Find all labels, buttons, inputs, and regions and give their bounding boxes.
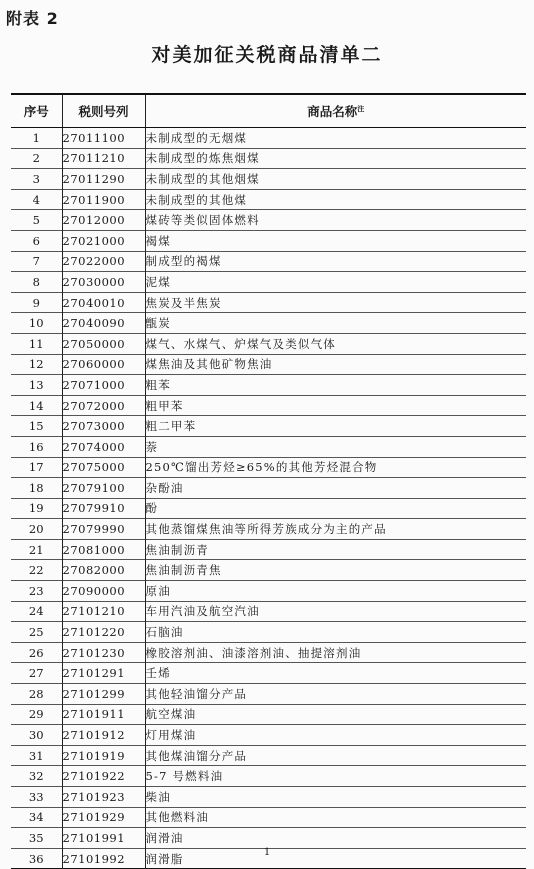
table-row xyxy=(11,478,526,499)
table-row xyxy=(11,313,526,334)
table-row xyxy=(11,601,526,622)
goods-name: 萘 xyxy=(145,436,526,457)
goods-name: 250℃馏出芳烃≥65%的其他芳烃混合物 xyxy=(145,457,526,478)
goods-name: 其他煤油馏分产品 xyxy=(145,745,526,766)
row-number: 4 xyxy=(11,189,62,210)
table-row xyxy=(11,416,526,437)
row-number: 22 xyxy=(11,560,62,581)
header-no: 序号 xyxy=(11,94,62,128)
table-row xyxy=(11,745,526,766)
goods-name: 原油 xyxy=(145,581,526,602)
table-row xyxy=(11,560,526,581)
goods-table xyxy=(11,93,526,869)
table-row xyxy=(11,333,526,354)
goods-name: 制成型的褐煤 xyxy=(145,251,526,272)
tariff-code: 27101299 xyxy=(62,684,145,705)
tariff-code: 27030000 xyxy=(62,272,145,293)
row-number: 7 xyxy=(11,251,62,272)
table-row xyxy=(11,498,526,519)
table-row xyxy=(11,581,526,602)
goods-name: 甑炭 xyxy=(145,313,526,334)
header-name xyxy=(145,94,526,128)
table-body xyxy=(11,128,526,869)
header-name-note: 注 xyxy=(357,104,365,113)
tariff-code: 27101992 xyxy=(62,848,145,869)
table-row xyxy=(11,169,526,190)
table-row xyxy=(11,375,526,396)
table-row xyxy=(11,189,526,210)
goods-name: 焦油制沥青焦 xyxy=(145,560,526,581)
row-number: 21 xyxy=(11,539,62,560)
table-row xyxy=(11,807,526,828)
tariff-code: 27075000 xyxy=(62,457,145,478)
tariff-code: 27101230 xyxy=(62,642,145,663)
tariff-code: 27081000 xyxy=(62,539,145,560)
row-number: 8 xyxy=(11,272,62,293)
goods-name: 未制成型的其他煤 xyxy=(145,189,526,210)
goods-name: 其他燃料油 xyxy=(145,807,526,828)
table-row xyxy=(11,230,526,251)
row-number: 25 xyxy=(11,622,62,643)
tariff-code: 27021000 xyxy=(62,230,145,251)
header-name-label: 商品名称 xyxy=(307,104,358,119)
table-row xyxy=(11,292,526,313)
goods-name: 焦油制沥青 xyxy=(145,539,526,560)
goods-name: 5-7 号燃料油 xyxy=(145,766,526,787)
row-number: 31 xyxy=(11,745,62,766)
row-number: 12 xyxy=(11,354,62,375)
table-row xyxy=(11,828,526,849)
goods-name: 褐煤 xyxy=(145,230,526,251)
row-number: 14 xyxy=(11,395,62,416)
table-row xyxy=(11,663,526,684)
tariff-code: 27101922 xyxy=(62,766,145,787)
goods-name: 未制成型的其他烟煤 xyxy=(145,169,526,190)
goods-name: 粗二甲苯 xyxy=(145,416,526,437)
row-number: 15 xyxy=(11,416,62,437)
table-row xyxy=(11,684,526,705)
tariff-code: 27040010 xyxy=(62,292,145,313)
tariff-code: 27011290 xyxy=(62,169,145,190)
table-row xyxy=(11,395,526,416)
tariff-code: 27012000 xyxy=(62,210,145,231)
goods-name: 石脑油 xyxy=(145,622,526,643)
goods-name: 酚 xyxy=(145,498,526,519)
row-number: 5 xyxy=(11,210,62,231)
tariff-code: 27073000 xyxy=(62,416,145,437)
tariff-code: 27101911 xyxy=(62,704,145,725)
tariff-code: 27101929 xyxy=(62,807,145,828)
table-row xyxy=(11,642,526,663)
table-row xyxy=(11,148,526,169)
tariff-code: 27072000 xyxy=(62,395,145,416)
row-number: 18 xyxy=(11,478,62,499)
goods-name: 其他轻油馏分产品 xyxy=(145,684,526,705)
row-number: 35 xyxy=(11,828,62,849)
goods-name: 煤气、水煤气、炉煤气及类似气体 xyxy=(145,333,526,354)
table-row xyxy=(11,210,526,231)
tariff-code: 27079990 xyxy=(62,519,145,540)
row-number: 24 xyxy=(11,601,62,622)
row-number: 34 xyxy=(11,807,62,828)
table-row xyxy=(11,251,526,272)
tariff-code: 27060000 xyxy=(62,354,145,375)
tariff-code: 27101291 xyxy=(62,663,145,684)
table-row xyxy=(11,519,526,540)
row-number: 26 xyxy=(11,642,62,663)
tariff-code: 27101912 xyxy=(62,725,145,746)
goods-name: 煤焦油及其他矿物焦油 xyxy=(145,354,526,375)
goods-name: 车用汽油及航空汽油 xyxy=(145,601,526,622)
tariff-code: 27101923 xyxy=(62,787,145,808)
row-number: 36 xyxy=(11,848,62,869)
goods-name: 灯用煤油 xyxy=(145,725,526,746)
table-row xyxy=(11,539,526,560)
row-number: 6 xyxy=(11,230,62,251)
goods-name: 未制成型的无烟煤 xyxy=(145,128,526,149)
goods-name: 润滑油 xyxy=(145,828,526,849)
row-number: 10 xyxy=(11,313,62,334)
row-number: 11 xyxy=(11,333,62,354)
row-number: 28 xyxy=(11,684,62,705)
row-number: 20 xyxy=(11,519,62,540)
goods-name: 壬烯 xyxy=(145,663,526,684)
document-title: 对美加征关税商品清单二 xyxy=(151,44,383,66)
table-row xyxy=(11,354,526,375)
row-number: 16 xyxy=(11,436,62,457)
table-row xyxy=(11,128,526,149)
row-number: 2 xyxy=(11,148,62,169)
row-number: 1 xyxy=(32,130,40,145)
goods-name: 未制成型的炼焦烟煤 xyxy=(145,148,526,169)
row-number: 13 xyxy=(11,375,62,396)
page-number: 1 xyxy=(263,847,271,858)
table-header-row xyxy=(11,94,526,128)
tariff-code: 27082000 xyxy=(62,560,145,581)
tariff-code: 27011900 xyxy=(62,189,145,210)
tariff-code: 27040090 xyxy=(62,313,145,334)
goods-name: 橡胶溶剂油、油漆溶剂油、抽提溶剂油 xyxy=(145,642,526,663)
goods-name: 润滑脂 xyxy=(145,848,526,869)
row-number: 27 xyxy=(11,663,62,684)
goods-name: 杂酚油 xyxy=(145,478,526,499)
table-row xyxy=(11,457,526,478)
table-row xyxy=(11,436,526,457)
attachment-label: 附表 2 xyxy=(6,9,59,28)
row-number: 30 xyxy=(11,725,62,746)
goods-name: 柴油 xyxy=(145,787,526,808)
row-number: 23 xyxy=(11,581,62,602)
row-number: 17 xyxy=(11,457,62,478)
tariff-code: 27022000 xyxy=(62,251,145,272)
goods-name: 煤砖等类似固体燃料 xyxy=(145,210,526,231)
tariff-code: 27011210 xyxy=(62,148,145,169)
tariff-code: 27050000 xyxy=(62,333,145,354)
row-number: 3 xyxy=(11,169,62,190)
row-number: 19 xyxy=(11,498,62,519)
goods-name: 泥煤 xyxy=(145,272,526,293)
tariff-code: 27074000 xyxy=(62,436,145,457)
table-row xyxy=(11,725,526,746)
header-code: 税则号列 xyxy=(62,94,145,128)
tariff-code: 27011100 xyxy=(62,128,145,149)
tariff-code: 27079100 xyxy=(62,478,145,499)
tariff-code: 27101991 xyxy=(62,828,145,849)
tariff-code: 27101919 xyxy=(62,745,145,766)
goods-name: 焦炭及半焦炭 xyxy=(145,292,526,313)
goods-name: 航空煤油 xyxy=(145,704,526,725)
goods-name: 其他蒸馏煤焦油等所得芳族成分为主的产品 xyxy=(145,519,526,540)
goods-name: 粗甲苯 xyxy=(145,395,526,416)
row-number: 9 xyxy=(11,292,62,313)
tariff-code: 27101220 xyxy=(62,622,145,643)
table-row xyxy=(11,704,526,725)
table-row xyxy=(11,766,526,787)
table-row xyxy=(11,622,526,643)
tariff-code: 27090000 xyxy=(62,581,145,602)
row-number: 29 xyxy=(11,704,62,725)
tariff-code: 27079910 xyxy=(62,498,145,519)
tariff-code: 27101210 xyxy=(62,601,145,622)
row-number: 32 xyxy=(11,766,62,787)
table-row xyxy=(11,787,526,808)
table-row xyxy=(11,272,526,293)
goods-name: 粗苯 xyxy=(145,375,526,396)
row-number: 33 xyxy=(11,787,62,808)
tariff-code: 27071000 xyxy=(62,375,145,396)
